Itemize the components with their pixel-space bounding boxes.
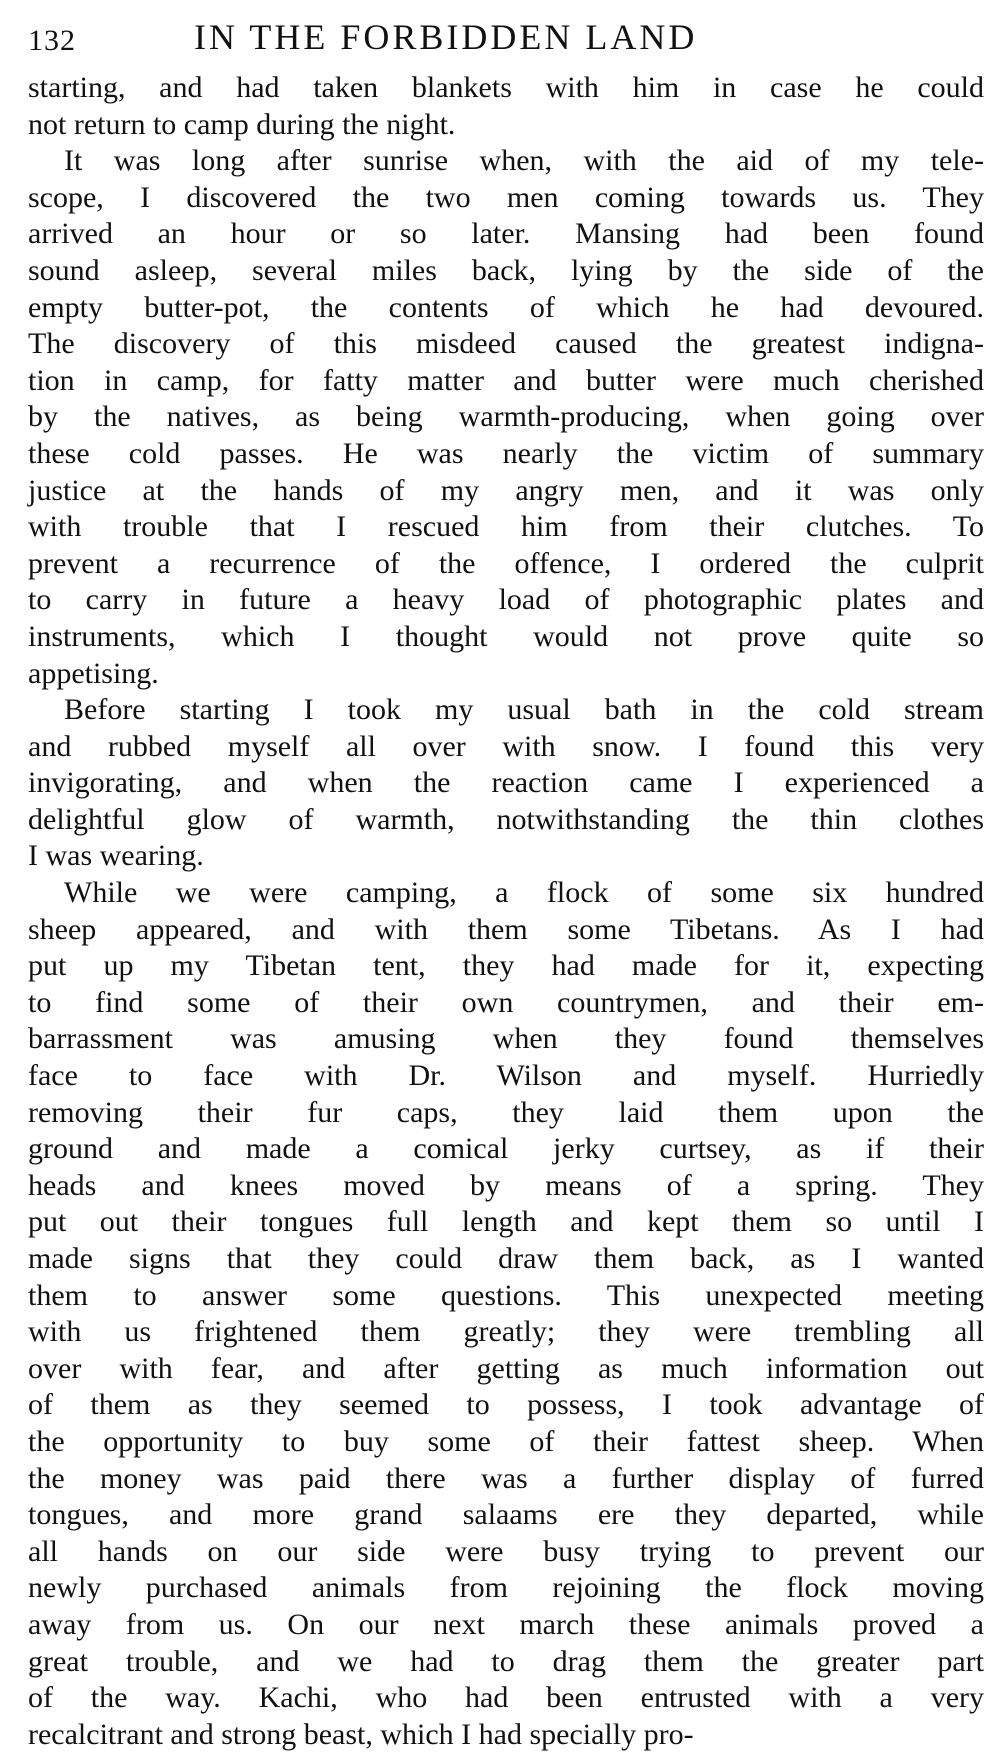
- text-line: face to face with Dr. Wilson and myself. Hurriedly: [28, 1059, 984, 1093]
- text-line: Before starting I took my usual bath in the cold stream: [64, 693, 984, 727]
- text-line: empty butter-pot, the contents of which he had devoured.: [28, 290, 984, 324]
- body-text: [28, 70, 984, 1753]
- text-line: them to answer some questions. This unexpected meeting: [28, 1278, 984, 1312]
- text-line: all hands on our side were busy trying to prevent our: [28, 1534, 984, 1568]
- text-line: great trouble, and we had to drag them the greater part: [28, 1644, 984, 1678]
- text-line: to find some of their own countrymen, and their em-: [28, 985, 984, 1019]
- text-line: appetising.: [28, 656, 159, 690]
- text-line: tongues, and more grand salaams ere they departed, while: [28, 1498, 984, 1532]
- text-line: to carry in future a heavy load of photographic plates and: [28, 583, 984, 617]
- text-line: put out their tongues full length and kept them so until I: [28, 1205, 984, 1239]
- text-line: heads and knees moved by means of a spring. They: [28, 1168, 984, 1202]
- text-line: starting, and had taken blankets with him in case he could: [28, 71, 984, 104]
- text-line: ground and made a comical jerky curtsey, as if their: [28, 1132, 984, 1166]
- text-line: by the natives, as being warmth-producing, when going over: [28, 400, 984, 434]
- paragraph: [28, 692, 984, 875]
- text-line: the money was paid there was a further display of furred: [28, 1461, 984, 1495]
- text-line: justice at the hands of my angry men, and it was only: [28, 473, 984, 507]
- text-line: of the way. Kachi, who had been entrusted with a very: [28, 1681, 984, 1715]
- text-line: tion in camp, for fatty matter and butter were much cherished: [28, 363, 984, 397]
- text-line: newly purchased animals from rejoining the flock moving: [28, 1571, 984, 1605]
- text-line: barrassment was amusing when they found themselves: [28, 1022, 984, 1056]
- text-line: invigorating, and when the reaction came I experienced a: [28, 766, 984, 800]
- paragraph: [28, 143, 984, 692]
- text-line: I was wearing.: [28, 839, 204, 873]
- text-line: away from us. On our next march these animals proved a: [28, 1607, 984, 1641]
- text-line: arrived an hour or so later. Mansing had been found: [28, 217, 984, 251]
- text-line: instruments, which I thought would not prove quite so: [28, 619, 984, 653]
- text-line: The discovery of this misdeed caused the greatest indigna-: [28, 327, 984, 361]
- text-line: sheep appeared, and with them some Tibetans. As I had: [28, 912, 984, 946]
- paragraph: [28, 70, 984, 143]
- text-line: While we were camping, a flock of some six hundred: [64, 876, 984, 910]
- text-line: over with fear, and after getting as much information out: [28, 1351, 984, 1385]
- text-line: prevent a recurrence of the offence, I ordered the culprit: [28, 546, 984, 580]
- text-line: delightful glow of warmth, notwithstanding the thin clothes: [28, 802, 984, 836]
- page-number: 132: [28, 24, 76, 57]
- text-line: recalcitrant and strong beast, which I had specially pro-: [28, 1717, 694, 1751]
- text-line: made signs that they could draw them back, as I wanted: [28, 1242, 984, 1275]
- text-line: these cold passes. He was nearly the victim of summary: [28, 436, 984, 470]
- page-header: [24, 10, 984, 60]
- text-line: put up my Tibetan tent, they had made for it, expecting: [28, 949, 984, 983]
- running-title: IN THE FORBIDDEN LAND: [194, 17, 698, 57]
- paragraph: [28, 875, 984, 1753]
- text-line: It was long after sunrise when, with the aid of my tele-: [64, 144, 984, 178]
- text-line: and rubbed myself all over with snow. I found this very: [28, 729, 984, 763]
- text-line: with us frightened them greatly; they were trembling all: [28, 1315, 984, 1349]
- text-line: with trouble that I rescued him from their clutches. To: [28, 510, 984, 544]
- text-line: removing their fur caps, they laid them upon the: [28, 1095, 984, 1129]
- text-line: of them as they seemed to possess, I took advantage of: [28, 1388, 984, 1422]
- text-line: the opportunity to buy some of their fattest sheep. When: [28, 1424, 984, 1458]
- text-line: scope, I discovered the two men coming towards us. They: [28, 180, 984, 214]
- text-line: sound asleep, several miles back, lying by the side of the: [28, 253, 984, 287]
- text-line: not return to camp during the night.: [28, 107, 456, 141]
